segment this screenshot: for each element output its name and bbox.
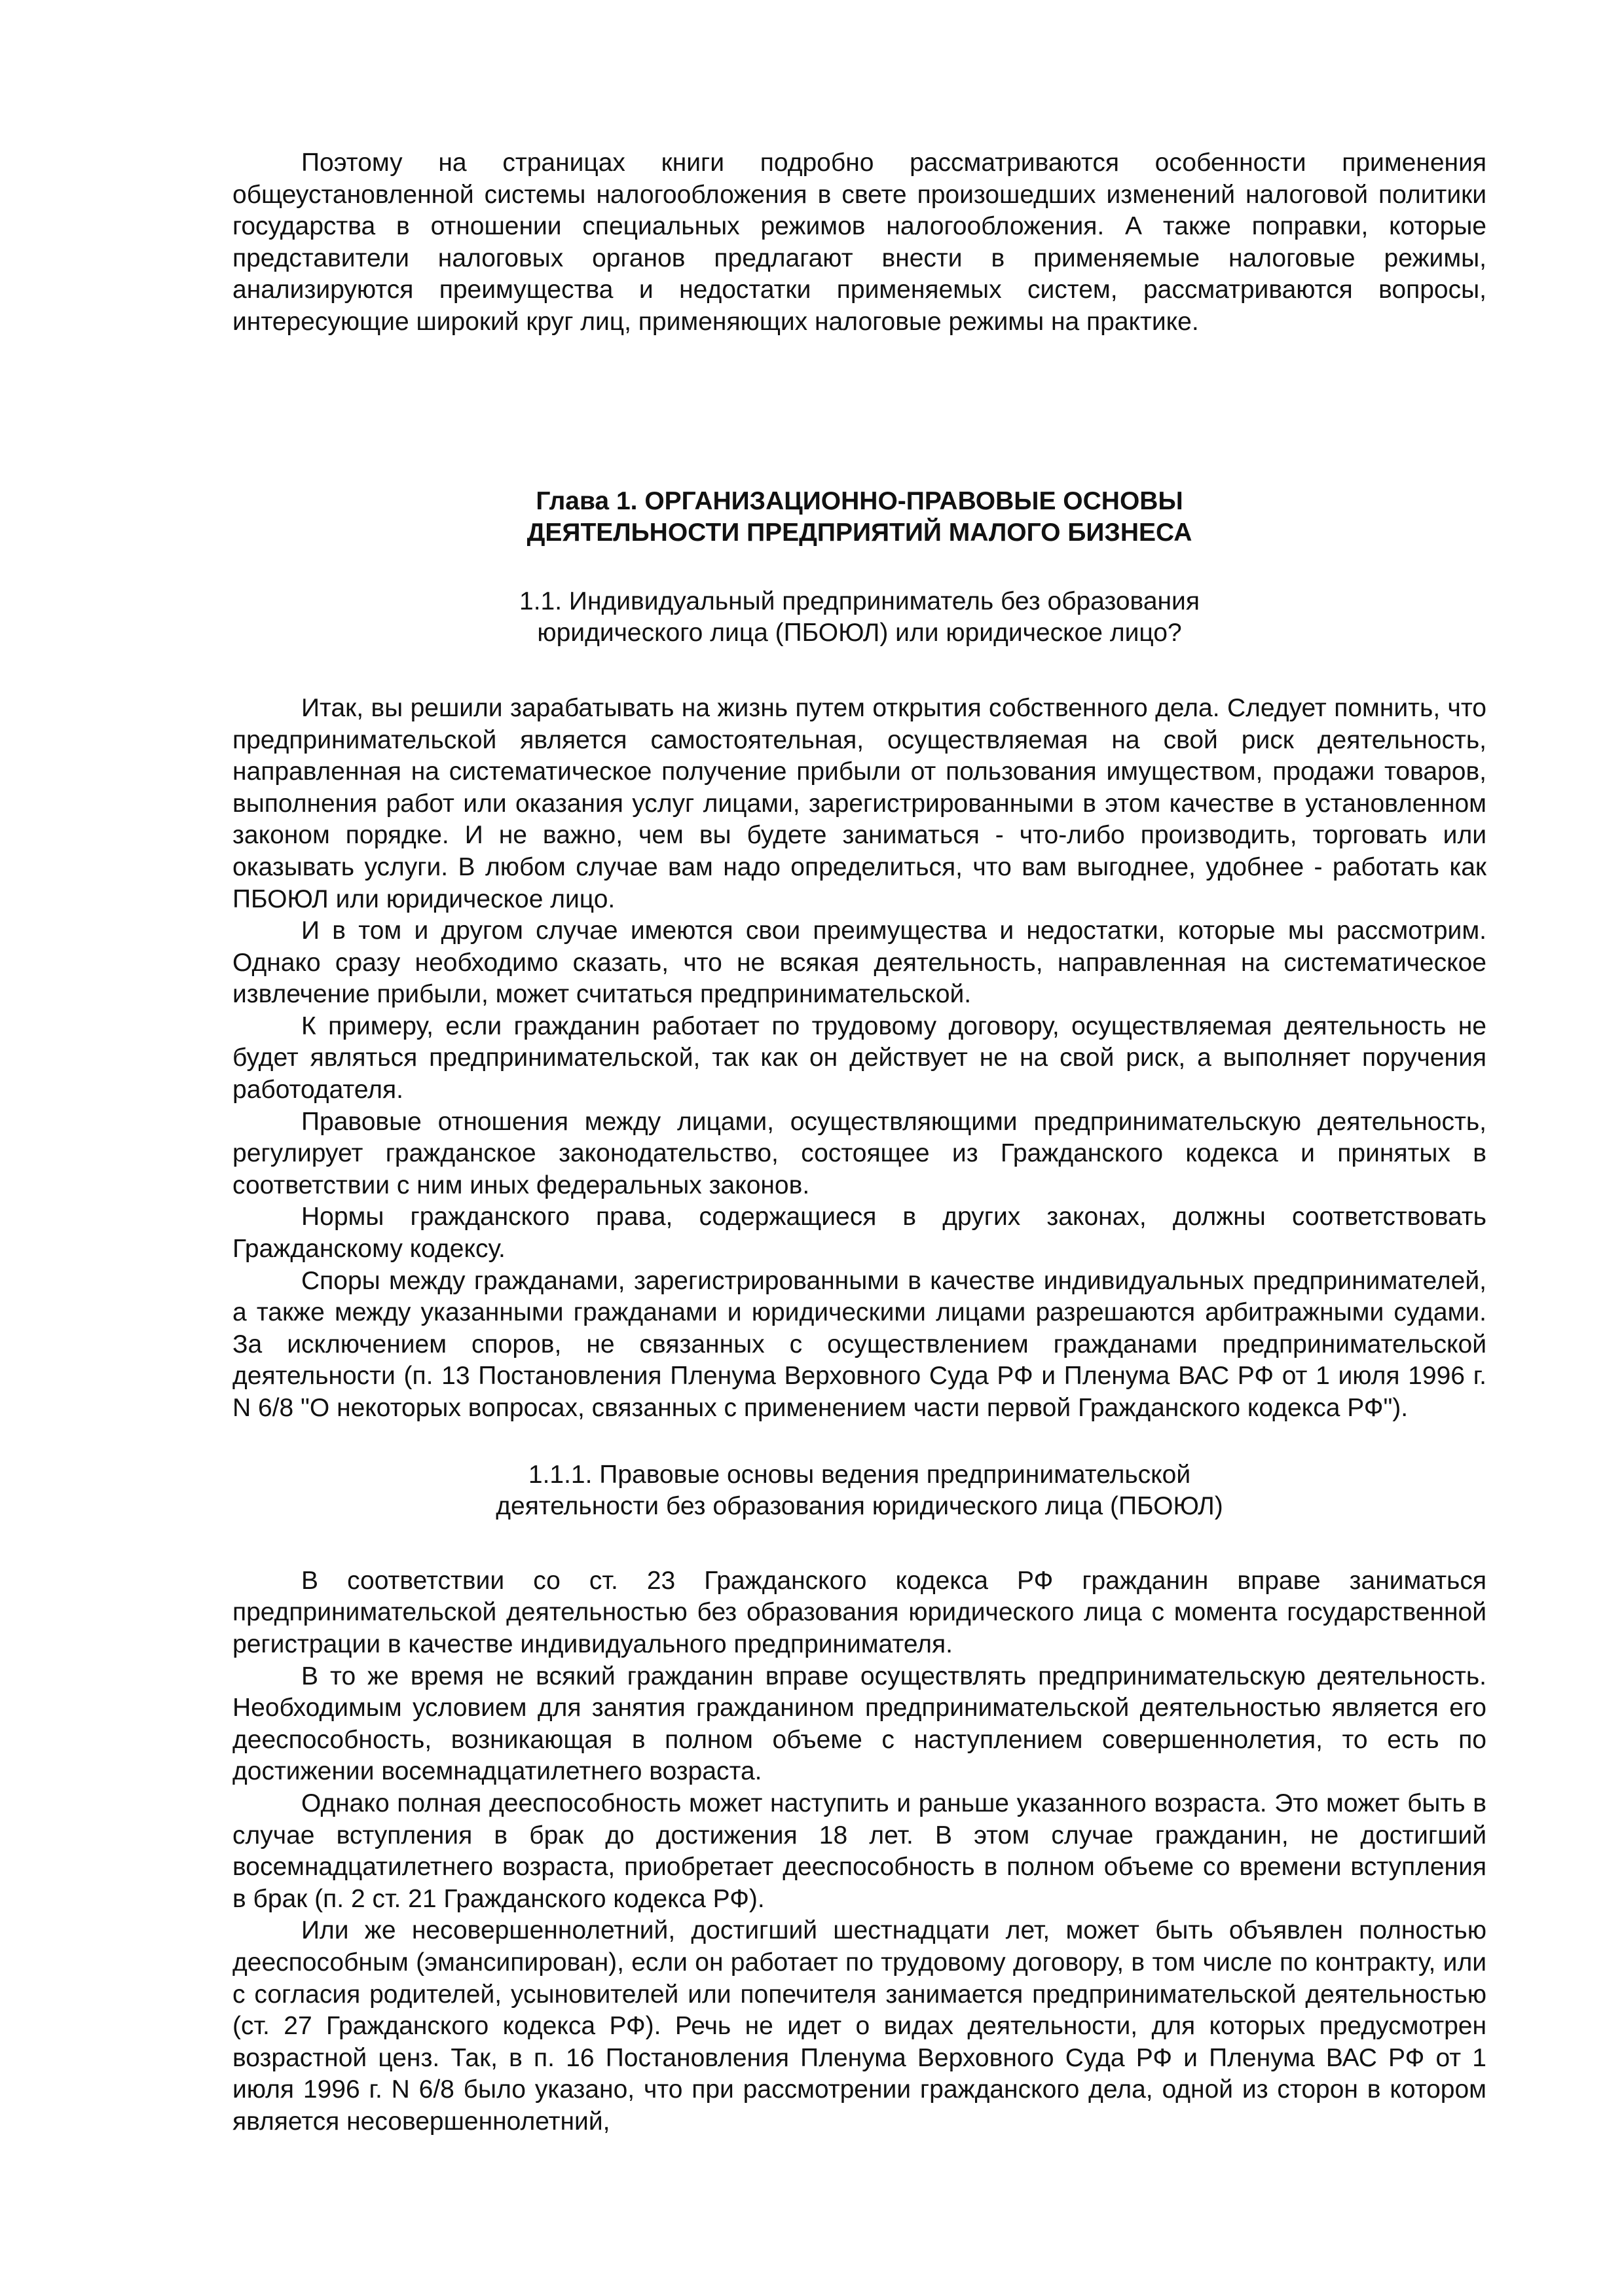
section-1-1-body — [232, 693, 1486, 1425]
chapter-heading — [232, 486, 1486, 549]
section-title-line-2: юридического лица (ПБОЮЛ) или юридическое лицо? — [537, 619, 1182, 647]
paragraph: Итак, вы решили зарабатывать на жизнь путем открытия собственного дела. Следует помнить, что предпринимательской является самостоятельная, осуществляемая на свой риск деятельность, направленная на систематическое получение прибыли от пользования имуществом, продажи товаров, выполнения работ или оказания услуг лицами, зарегистрированными в этом качестве в установленном законом порядке. И не важно, чем вы будете заниматься - что-либо производить, торговать или оказывать услуги. В любом случае вам надо определиться, что вам выгоднее, удобнее - работать как ПБОЮЛ или юридическое лицо. — [232, 693, 1486, 913]
paragraph: Правовые отношения между лицами, осуществляющими предпринимательскую деятельность, регулирует гражданское законодательство, состоящее из Гражданского кодекса и принятых в соответствии с ним иных федеральных законов. — [232, 1107, 1486, 1199]
section-heading-1-1-1 — [232, 1459, 1486, 1523]
document-page — [232, 147, 1486, 2138]
paragraph: К примеру, если гражданин работает по трудовому договору, осуществляемая деятельность не будет являться предпринимательской, так как он действует не на свой риск, а выполняет поручения работодателя. — [232, 1011, 1486, 1104]
section-1-1-1-body — [232, 1565, 1486, 2138]
spacer — [232, 649, 1486, 693]
spacer — [232, 338, 1486, 486]
paragraph: Споры между гражданами, зарегистрированными в качестве индивидуальных предпринимателей, а также между указанными гражданами и юридическими лицами разрешаются арбитражными судами. За исключением споров, не связанных с осуществлением гражданами предпринимательской деятельности (п. 13 Постановления Пленума Верховного Суда РФ и Пленума ВАС РФ от 1 июля 1996 г. N 6/8 "О некоторых вопросах, связанных с применением части первой Гражданского кодекса РФ"). — [232, 1266, 1486, 1422]
paragraph: И в том и другом случае имеются свои преимущества и недостатки, которые мы рассмотрим. Однако сразу необходимо сказать, что не всякая деятельность, направленная на систематическое извлечение прибыли, может считаться предпринимательской. — [232, 917, 1486, 1009]
spacer — [232, 1425, 1486, 1459]
section-heading-1-1 — [232, 586, 1486, 649]
paragraph: В то же время не всякий гражданин вправе осуществлять предпринимательскую деятельность. Необходимым условием для занятия гражданином предпринимательской деятельностью является его дееспособность, возникающая в полном объеме с наступлением совершеннолетия, то есть по достижении восемнадцатилетнего возраста. — [232, 1662, 1486, 1786]
chapter-title-line-1: Глава 1. ОРГАНИЗАЦИОННО-ПРАВОВЫЕ ОСНОВЫ — [536, 486, 1183, 515]
paragraph: Однако полная дееспособность может наступить и раньше указанного возраста. Это может быть в случае вступления в брак до достижения 18 лет. В этом случае гражданин, не достигший восемнадцатилетнего возраста, приобретает дееспособность в полном объеме со времени вступления в брак (п. 2 ст. 21 Гражданского кодекса РФ). — [232, 1789, 1486, 1913]
section-title-line-1: 1.1. Индивидуальный предприниматель без образования — [519, 587, 1200, 615]
spacer — [232, 549, 1486, 586]
section-title-line-1: 1.1.1. Правовые основы ведения предпринимательской — [528, 1460, 1191, 1489]
chapter-title-line-2: ДЕЯТЕЛЬНОСТИ ПРЕДПРИЯТИЙ МАЛОГО БИЗНЕСА — [526, 519, 1192, 547]
section-title-line-2: деятельности без образования юридического лица (ПБОЮЛ) — [496, 1492, 1223, 1521]
spacer — [232, 1523, 1486, 1565]
paragraph: Нормы гражданского права, содержащиеся в других законах, должны соответствовать Гражданскому кодексу. — [232, 1203, 1486, 1264]
paragraph: Или же несовершеннолетний, достигший шестнадцати лет, может быть объявлен полностью дееспособным (эмансипирован), если он работает по трудовому договору, в том числе по контракту, или с согласия родителей, усыновителей или попечителя занимается предпринимательской деятельностью (ст. 27 Гражданского кодекса РФ). Речь не идет о видах деятельности, для которых предусмотрен возрастной ценз. Так, в п. 16 Постановления Пленума Верховного Суда РФ и Пленума ВАС РФ от 1 июля 1996 г. N 6/8 было указано, что при рассмотрении гражданского дела, одной из сторон в котором является несовершеннолетний, — [232, 1916, 1486, 2136]
paragraph: В соответствии со ст. 23 Гражданского кодекса РФ гражданин вправе заниматься предпринимательской деятельностью без образования юридического лица с момента государственной регистрации в качестве индивидуального предпринимателя. — [232, 1566, 1486, 1658]
intro-paragraph: Поэтому на страницах книги подробно рассматриваются особенности применения общеустановленной системы налогообложения в свете произошедших изменений налоговой политики государства в отношении специальных режимов налогообложения. А также поправки, которые представители налоговых органов предлагают внести в применяемые налоговые режимы, анализируются преимущества и недостатки применяемых систем, рассматриваются вопросы, интересующие широкий круг лиц, применяющих налоговые режимы на практике. — [232, 149, 1486, 336]
